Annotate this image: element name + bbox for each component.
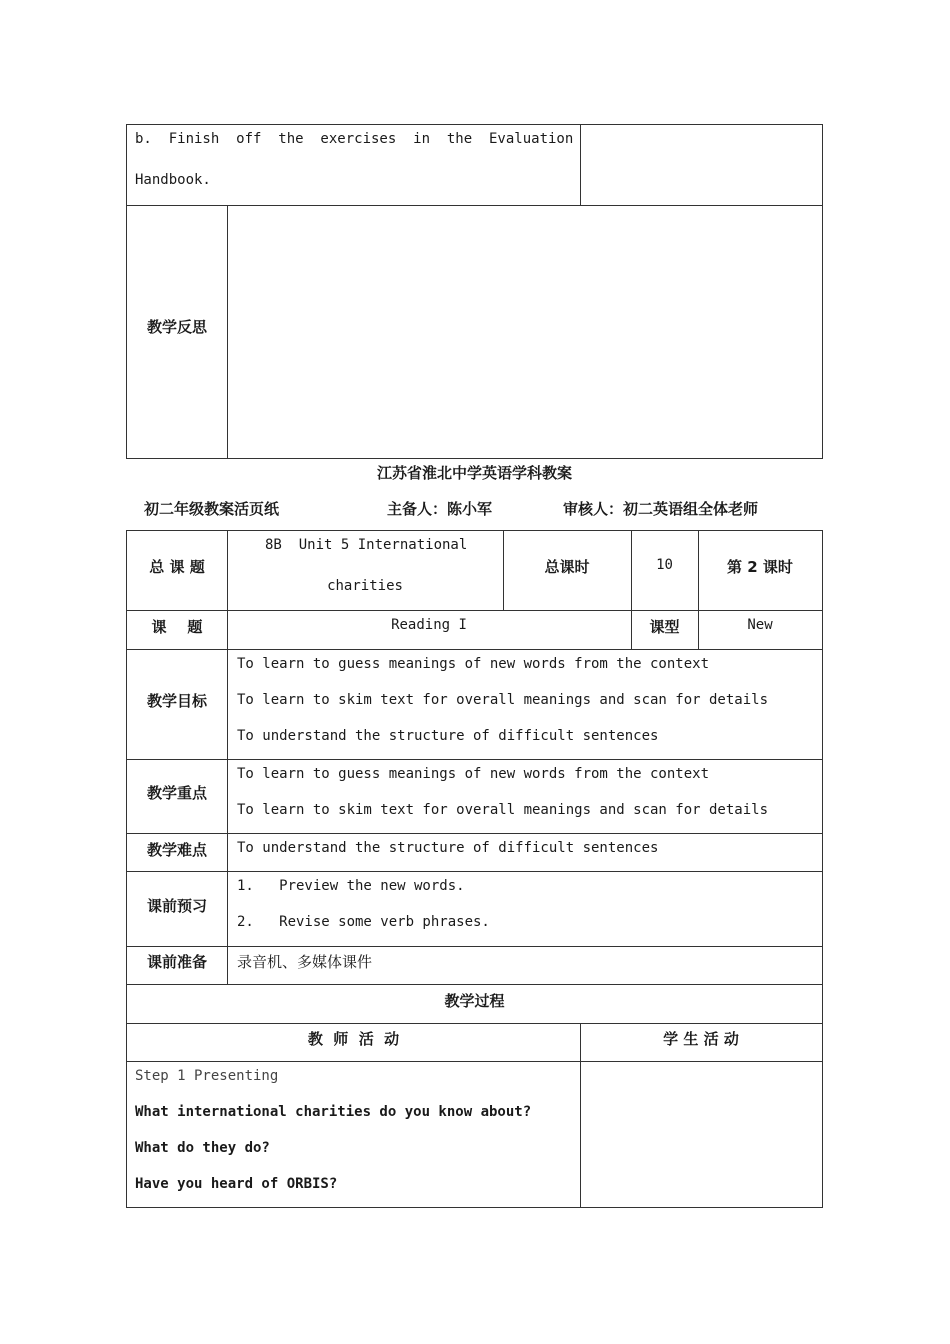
row-line	[127, 984, 822, 985]
question-item: Have you heard of ORBIS?	[135, 1176, 338, 1192]
total-periods-value: 10	[656, 557, 673, 573]
reviewer-label: 审核人：初二英语组全体老师	[563, 500, 759, 518]
topic-label: 课 题	[151, 618, 203, 636]
key-point-item: To learn to skim text for overall meanings and scan for details	[237, 802, 769, 818]
row-line	[127, 610, 822, 611]
col-line-activities	[580, 1023, 581, 1208]
top-table-divider-right	[580, 125, 581, 205]
row-line	[127, 946, 822, 947]
row-line	[127, 1061, 822, 1062]
step-title: Step 1 Presenting	[135, 1068, 279, 1084]
grade-label: 初二年级教案活页纸	[144, 500, 280, 518]
row-line	[127, 1023, 822, 1024]
key-points-label: 教学重点	[146, 784, 207, 802]
top-table-divider-left	[227, 205, 228, 458]
key-point-item: To learn to guess meanings of new words from the context	[237, 766, 710, 782]
document-title: 江苏省淮北中学英语学科教案	[376, 464, 572, 482]
top-table	[126, 124, 823, 459]
total-topic-line-2: charities	[327, 578, 403, 594]
objective-item: To learn to skim text for overall meanings and scan for details	[237, 692, 769, 708]
row-line	[127, 871, 822, 872]
total-topic-line-1: 8B Unit 5 International	[265, 537, 468, 553]
col-line-label	[227, 531, 228, 984]
preview-item: 1. Preview the new words.	[237, 878, 465, 894]
row-line	[127, 833, 822, 834]
objectives-label: 教学目标	[146, 692, 207, 710]
student-activity-label: 学 生 活 动	[663, 1030, 739, 1048]
period-label: 第 2 课时	[727, 558, 793, 576]
difficulties-text: To understand the structure of difficult sentences	[237, 840, 659, 856]
objective-item: To understand the structure of difficult sentences	[237, 728, 659, 744]
process-label: 教学过程	[444, 992, 505, 1010]
teacher-activity-label: 教 师 活 动	[307, 1030, 400, 1048]
reflection-label: 教学反思	[146, 318, 207, 336]
objective-item: To learn to guess meanings of new words from the context	[237, 656, 710, 672]
homework-line-2: Handbook.	[135, 172, 211, 188]
total-topic-label: 总 课 题	[149, 558, 205, 576]
total-periods-label: 总课时	[544, 558, 590, 576]
lesson-table	[126, 530, 823, 1208]
topic-value: Reading I	[391, 617, 467, 633]
type-value: New	[747, 617, 773, 633]
question-item: What international charities do you know about?	[135, 1104, 532, 1120]
row-line	[127, 759, 822, 760]
question-item: What do they do?	[135, 1140, 270, 1156]
preview-item: 2. Revise some verb phrases.	[237, 914, 490, 930]
preview-label: 课前预习	[146, 897, 207, 915]
difficulties-label: 教学难点	[146, 841, 207, 859]
preparation-text: 录音机、多媒体课件	[237, 953, 373, 971]
preparer-label: 主备人：陈小军	[387, 500, 493, 518]
type-label: 课型	[649, 618, 680, 636]
homework-line-1: b. Finish off the exercises in the Evaluation	[135, 131, 574, 147]
row-line	[127, 649, 822, 650]
preparation-label: 课前准备	[146, 953, 207, 971]
top-table-row-divider	[127, 205, 822, 206]
